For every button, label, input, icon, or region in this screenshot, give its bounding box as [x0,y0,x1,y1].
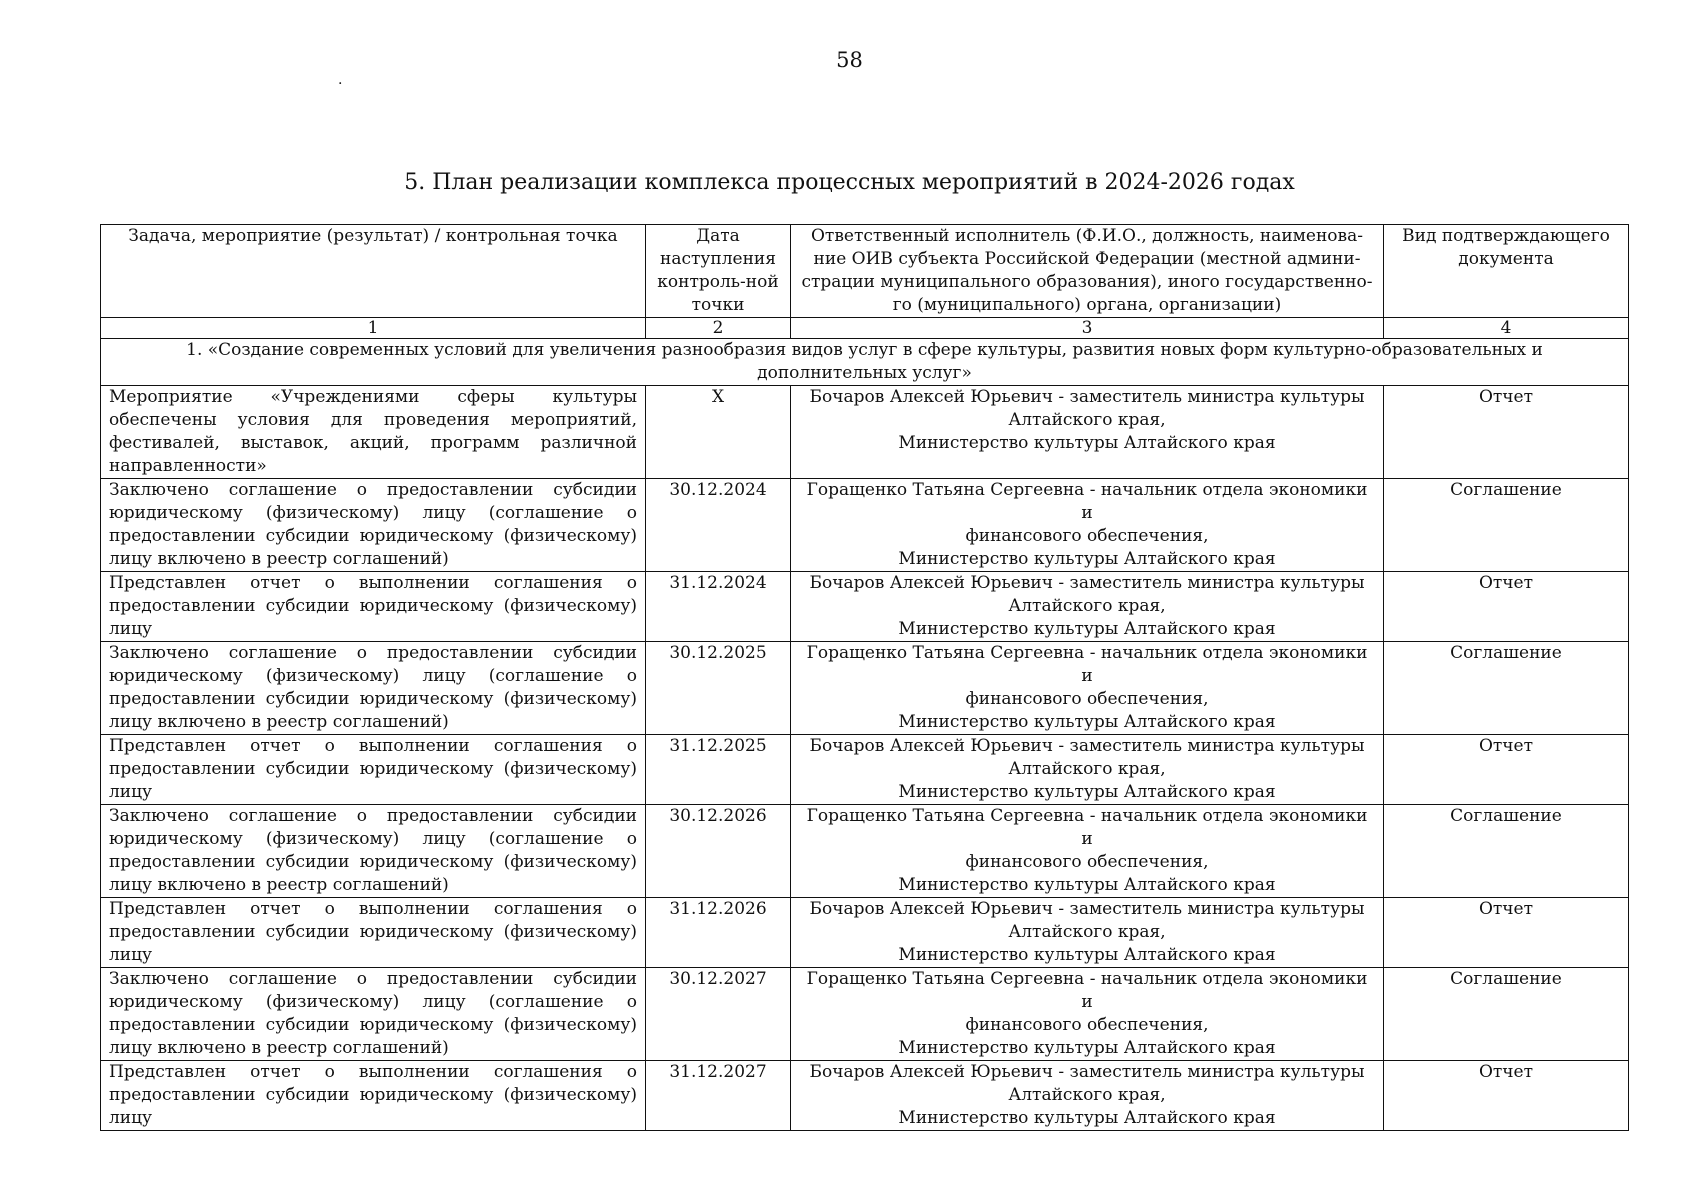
plan-table [100,224,1629,1131]
executor-line: Бочаров Алексей Юрьевич - заместитель министра культуры [809,387,1365,407]
page-number: 58 [836,48,863,72]
date-cell: 31.12.2025 [646,735,791,805]
header-task: Задача, мероприятие (результат) / контрольная точка [101,225,646,318]
page-mark: . [338,72,343,88]
executor-line: Министерство культуры Алтайского края [898,1038,1276,1058]
executor-line: Министерство культуры Алтайского края [898,433,1276,453]
executor-line: Бочаров Алексей Юрьевич - заместитель министра культуры [809,573,1365,593]
executor-line: Бочаров Алексей Юрьевич - заместитель министра культуры [809,899,1365,919]
date-cell: 31.12.2024 [646,572,791,642]
document-cell: Отчет [1384,735,1629,805]
executor-cell [791,479,1384,572]
executor-line: Министерство культуры Алтайского края [898,1108,1276,1128]
executor-cell [791,572,1384,642]
executor-cell [791,898,1384,968]
executor-line: Горащенко Татьяна Сергеевна - начальник отдела экономики и [806,806,1368,849]
table-row [101,572,1629,642]
task-cell: Представлен отчет о выполнении соглашения о предоставлении субсидии юридическому (физическому) лицу [101,735,646,805]
header-row [101,225,1629,318]
document-cell: Отчет [1384,898,1629,968]
executor-line: Министерство культуры Алтайского края [898,782,1276,802]
task-cell: Заключено соглашение о предоставлении субсидии юридическому (физическому) лицу (соглашение о предоставлении субсидии юридическому (физическому) лицу включено в реестр соглашений) [101,968,646,1061]
header-executor: Ответственный исполнитель (Ф.И.О., должность, наименова-ние ОИВ субъекта Российской Федерации (местной админи-страции муниципального образования), иного государственно-го (муниципального) органа, организации) [791,225,1384,318]
date-cell: X [646,386,791,479]
executor-line: Бочаров Алексей Юрьевич - заместитель министра культуры [809,736,1365,756]
executor-cell [791,735,1384,805]
document-cell: Соглашение [1384,642,1629,735]
date-cell: 30.12.2024 [646,479,791,572]
executor-line: Горащенко Татьяна Сергеевна - начальник отдела экономики и [806,969,1368,1012]
executor-line: Министерство культуры Алтайского края [898,875,1276,895]
document-cell: Отчет [1384,572,1629,642]
table-row [101,1061,1629,1131]
executor-line: Алтайского края, [1008,596,1166,616]
task-cell: Заключено соглашение о предоставлении субсидии юридическому (физическому) лицу (соглашение о предоставлении субсидии юридическому (физическому) лицу включено в реестр соглашений) [101,805,646,898]
task-cell: Представлен отчет о выполнении соглашения о предоставлении субсидии юридическому (физическому) лицу [101,898,646,968]
document-cell: Отчет [1384,1061,1629,1131]
task-cell: Представлен отчет о выполнении соглашения о предоставлении субсидии юридическому (физическому) лицу [101,572,646,642]
executor-line: Алтайского края, [1008,1085,1166,1105]
column-number: 3 [791,318,1384,339]
section-title: 1. «Создание современных условий для увеличения разнообразия видов услуг в сфере культуры, развития новых форм культурно-образовательных и дополнительных услуг» [101,339,1629,386]
task-cell: Мероприятие «Учреждениями сферы культуры обеспечены условия для проведения мероприятий, фестивалей, выставок, акций, программ различной направленности» [101,386,646,479]
table-row [101,735,1629,805]
executor-cell [791,642,1384,735]
task-cell: Заключено соглашение о предоставлении субсидии юридическому (физическому) лицу (соглашение о предоставлении субсидии юридическому (физическому) лицу включено в реестр соглашений) [101,479,646,572]
executor-line: финансового обеспечения, [965,852,1209,872]
column-number: 4 [1384,318,1629,339]
task-cell: Представлен отчет о выполнении соглашения о предоставлении субсидии юридическому (физическому) лицу [101,1061,646,1131]
executor-line: финансового обеспечения, [965,689,1209,709]
table-row [101,386,1629,479]
executor-line: Алтайского края, [1008,410,1166,430]
document-cell: Соглашение [1384,805,1629,898]
executor-line: финансового обеспечения, [965,526,1209,546]
date-cell: 30.12.2027 [646,968,791,1061]
executor-line: Горащенко Татьяна Сергеевна - начальник отдела экономики и [806,480,1368,523]
section-row [101,339,1629,386]
document-cell: Соглашение [1384,479,1629,572]
table-row [101,968,1629,1061]
column-number: 2 [646,318,791,339]
executor-cell [791,1061,1384,1131]
executor-line: Горащенко Татьяна Сергеевна - начальник отдела экономики и [806,643,1368,686]
page-title: 5. План реализации комплекса процессных мероприятий в 2024-2026 годах [404,170,1295,195]
executor-line: Министерство культуры Алтайского края [898,712,1276,732]
column-number: 1 [101,318,646,339]
executor-line: финансового обеспечения, [965,1015,1209,1035]
executor-cell [791,386,1384,479]
table-row [101,805,1629,898]
executor-line: Министерство культуры Алтайского края [898,945,1276,965]
date-cell: 31.12.2027 [646,1061,791,1131]
date-cell: 30.12.2025 [646,642,791,735]
executor-line: Бочаров Алексей Юрьевич - заместитель министра культуры [809,1062,1365,1082]
executor-line: Алтайского края, [1008,759,1166,779]
document-cell: Отчет [1384,386,1629,479]
header-document: Вид подтверждающего документа [1384,225,1629,318]
executor-line: Министерство культуры Алтайского края [898,549,1276,569]
table-row [101,479,1629,572]
executor-line: Алтайского края, [1008,922,1166,942]
date-cell: 30.12.2026 [646,805,791,898]
executor-cell [791,968,1384,1061]
executor-line: Министерство культуры Алтайского края [898,619,1276,639]
table-row [101,642,1629,735]
column-numbers-row [101,318,1629,339]
executor-cell [791,805,1384,898]
header-date: Дата наступления контроль-ной точки [646,225,791,318]
task-cell: Заключено соглашение о предоставлении субсидии юридическому (физическому) лицу (соглашение о предоставлении субсидии юридическому (физическому) лицу включено в реестр соглашений) [101,642,646,735]
table-row [101,898,1629,968]
document-cell: Соглашение [1384,968,1629,1061]
date-cell: 31.12.2026 [646,898,791,968]
